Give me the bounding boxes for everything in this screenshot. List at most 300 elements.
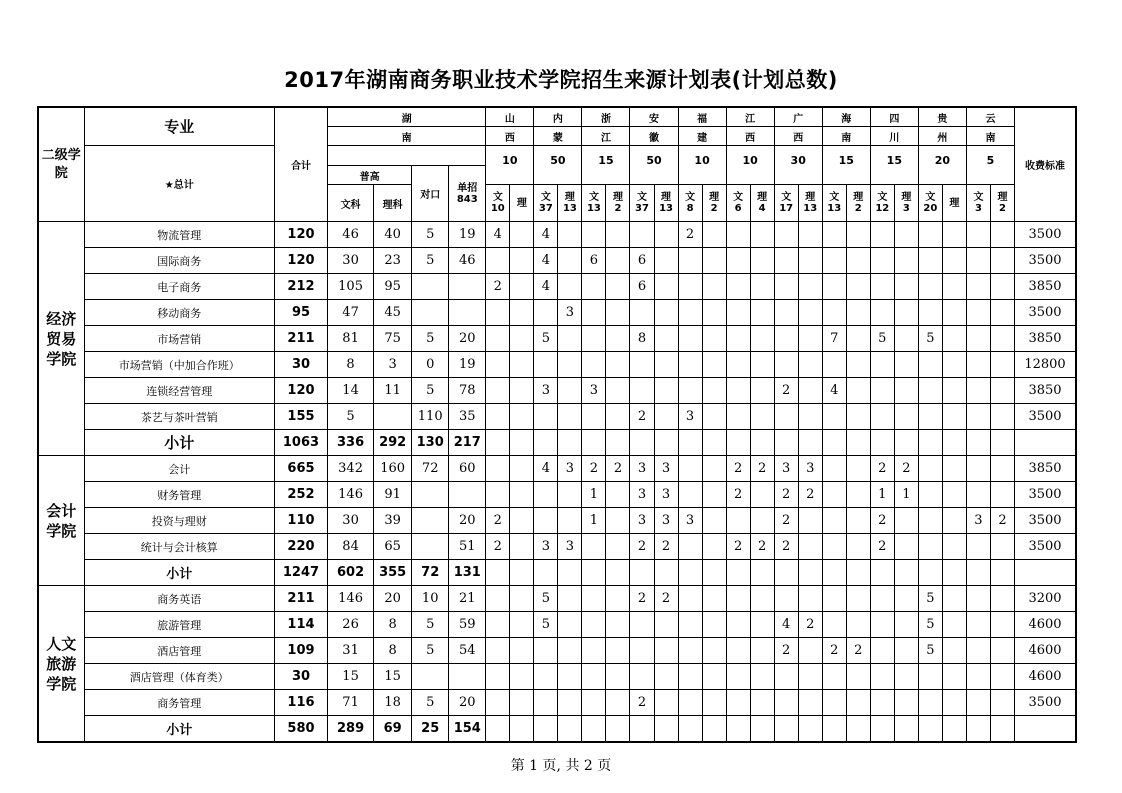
province-quota-cell: [582, 222, 606, 248]
province-quota-cell: [798, 508, 822, 534]
fee-standard: 3500: [1014, 534, 1076, 560]
fee-standard: [1014, 716, 1076, 743]
province-quota-cell: [894, 508, 918, 534]
hunan-like: 39: [374, 508, 412, 534]
header-province-bottom: 徽: [630, 127, 678, 146]
province-quota-cell: [582, 690, 606, 716]
header-subcol-count: 2: [614, 203, 622, 214]
header-subcol: [774, 185, 798, 222]
hunan-danzhao: [449, 482, 486, 508]
header-province-top: 内: [534, 107, 582, 127]
province-quota-cell: [870, 664, 894, 690]
major-name: 商务管理: [84, 690, 274, 716]
province-quota-cell: [990, 456, 1014, 482]
fee-standard: 4600: [1014, 638, 1076, 664]
header-province-quota: 15: [870, 146, 918, 185]
table-row: [38, 300, 1076, 326]
row-total: 120: [274, 248, 327, 274]
province-quota-cell: [774, 326, 798, 352]
province-quota-cell: 2: [630, 690, 654, 716]
province-quota-cell: [966, 586, 990, 612]
province-quota-cell: 2: [606, 456, 630, 482]
province-quota-cell: [726, 664, 750, 690]
hunan-wenke: 8: [328, 352, 374, 378]
row-total: 120: [274, 378, 327, 404]
hunan-wenke: 71: [328, 690, 374, 716]
province-quota-cell: [966, 690, 990, 716]
province-quota-cell: [966, 352, 990, 378]
province-quota-cell: [822, 508, 846, 534]
province-quota-cell: [822, 248, 846, 274]
province-quota-cell: [726, 430, 750, 456]
header-province-bottom: 川: [870, 127, 918, 146]
province-quota-cell: [678, 560, 702, 586]
hunan-duikou: 72: [412, 456, 449, 482]
province-quota-cell: [726, 612, 750, 638]
province-quota-cell: [534, 716, 558, 743]
subtotal-danzhao: 154: [449, 716, 486, 743]
fee-standard: 3500: [1014, 222, 1076, 248]
province-quota-cell: 4: [822, 378, 846, 404]
province-quota-cell: [798, 222, 822, 248]
province-quota-cell: [846, 274, 870, 300]
hunan-danzhao: 59: [449, 612, 486, 638]
province-quota-cell: [702, 638, 726, 664]
province-quota-cell: [582, 612, 606, 638]
province-quota-cell: [534, 404, 558, 430]
province-quota-cell: [510, 352, 534, 378]
province-quota-cell: [798, 716, 822, 743]
hunan-duikou: [412, 508, 449, 534]
header-province-quota: 5: [966, 146, 1014, 185]
province-quota-cell: [534, 560, 558, 586]
province-quota-cell: [702, 612, 726, 638]
fee-standard: 3500: [1014, 248, 1076, 274]
hunan-danzhao: 20: [449, 326, 486, 352]
province-quota-cell: [846, 560, 870, 586]
province-quota-cell: [822, 430, 846, 456]
province-quota-cell: 6: [630, 248, 654, 274]
province-quota-cell: [798, 430, 822, 456]
hunan-danzhao: [449, 664, 486, 690]
province-quota-cell: [774, 716, 798, 743]
header-subcol-type: 理: [709, 192, 720, 203]
major-name: 市场营销（中加合作班）: [84, 352, 274, 378]
province-quota-cell: [894, 352, 918, 378]
province-quota-cell: [654, 430, 678, 456]
major-name: 电子商务: [84, 274, 274, 300]
province-quota-cell: [486, 586, 510, 612]
province-quota-cell: [534, 352, 558, 378]
province-quota-cell: [510, 612, 534, 638]
province-quota-cell: [918, 430, 942, 456]
province-quota-cell: [822, 352, 846, 378]
major-name: 会计: [84, 456, 274, 482]
province-quota-cell: [822, 664, 846, 690]
header-subcol-type: 文: [877, 192, 888, 203]
header-subcol-type: 理: [564, 192, 575, 203]
province-quota-cell: [918, 690, 942, 716]
province-quota-cell: [558, 716, 582, 743]
header-subcol-type: 理: [901, 192, 912, 203]
province-quota-cell: [846, 612, 870, 638]
header-subcol-count: 3: [902, 203, 910, 214]
province-quota-cell: [678, 612, 702, 638]
province-quota-cell: [990, 560, 1014, 586]
province-quota-cell: 7: [822, 326, 846, 352]
header-subcol: [918, 185, 942, 222]
row-total: 116: [274, 690, 327, 716]
province-quota-cell: [630, 352, 654, 378]
province-quota-cell: [798, 586, 822, 612]
province-quota-cell: [726, 508, 750, 534]
header-province-quota: 10: [678, 146, 726, 185]
province-quota-cell: [774, 222, 798, 248]
province-quota-cell: 4: [774, 612, 798, 638]
province-quota-cell: 2: [630, 534, 654, 560]
province-quota-cell: [702, 508, 726, 534]
province-quota-cell: [846, 508, 870, 534]
province-quota-cell: [942, 560, 966, 586]
province-quota-cell: [750, 612, 774, 638]
province-quota-cell: 5: [534, 612, 558, 638]
province-quota-cell: [750, 378, 774, 404]
province-quota-cell: [510, 378, 534, 404]
province-quota-cell: [966, 326, 990, 352]
province-quota-cell: [654, 690, 678, 716]
table-row: [38, 456, 1076, 482]
header-province-top: 江: [726, 107, 774, 127]
province-quota-cell: [702, 430, 726, 456]
province-quota-cell: [870, 612, 894, 638]
header-subcol: [510, 185, 534, 222]
header-province-top: 云: [966, 107, 1014, 127]
province-quota-cell: 5: [918, 586, 942, 612]
province-quota-cell: [870, 222, 894, 248]
header-subcol: [966, 185, 990, 222]
province-quota-cell: [630, 716, 654, 743]
table-row: [38, 352, 1076, 378]
hunan-duikou: 5: [412, 378, 449, 404]
province-quota-cell: [486, 482, 510, 508]
province-quota-cell: [990, 534, 1014, 560]
province-quota-cell: 1: [582, 508, 606, 534]
major-name: 酒店管理: [84, 638, 274, 664]
hunan-duikou: 5: [412, 612, 449, 638]
province-quota-cell: [990, 716, 1014, 743]
province-quota-cell: [630, 664, 654, 690]
province-quota-cell: [846, 248, 870, 274]
hunan-danzhao: 46: [449, 248, 486, 274]
province-quota-cell: [534, 482, 558, 508]
province-quota-cell: [702, 586, 726, 612]
province-quota-cell: [798, 560, 822, 586]
province-quota-cell: 2: [774, 534, 798, 560]
province-quota-cell: [582, 586, 606, 612]
header-fee: 收费标准: [1014, 107, 1076, 222]
header-province-bottom: 南: [966, 127, 1014, 146]
province-quota-cell: [798, 326, 822, 352]
province-quota-cell: [606, 430, 630, 456]
header-subcol-count: 6: [734, 203, 742, 214]
province-quota-cell: [870, 560, 894, 586]
hunan-duikou: 5: [412, 326, 449, 352]
major-name: 茶艺与茶叶营销: [84, 404, 274, 430]
province-quota-cell: [966, 612, 990, 638]
province-quota-cell: [510, 586, 534, 612]
header-province-top: 海: [822, 107, 870, 127]
province-quota-cell: [558, 352, 582, 378]
province-quota-cell: [510, 716, 534, 743]
province-quota-cell: [774, 586, 798, 612]
province-quota-cell: [510, 274, 534, 300]
province-quota-cell: [846, 664, 870, 690]
province-quota-cell: [846, 456, 870, 482]
header-province-top: 贵: [918, 107, 966, 127]
province-quota-cell: [942, 534, 966, 560]
row-total: 30: [274, 664, 327, 690]
table-row: [38, 534, 1076, 560]
province-quota-cell: [942, 664, 966, 690]
province-quota-cell: [870, 248, 894, 274]
header-subcol-type: 文: [973, 192, 984, 203]
province-quota-cell: 2: [894, 456, 918, 482]
row-total: 212: [274, 274, 327, 300]
province-quota-cell: [678, 274, 702, 300]
province-quota-cell: [966, 716, 990, 743]
province-quota-cell: [606, 274, 630, 300]
province-quota-cell: [894, 430, 918, 456]
major-name: 商务英语: [84, 586, 274, 612]
province-quota-cell: [486, 378, 510, 404]
province-quota-cell: 6: [630, 274, 654, 300]
header-subcol: [702, 185, 726, 222]
province-quota-cell: 4: [534, 456, 558, 482]
hunan-duikou: 5: [412, 222, 449, 248]
table-body: [38, 222, 1076, 743]
header-subcol-count: 20: [923, 203, 938, 214]
subtotal-danzhao: 131: [449, 560, 486, 586]
major-name: 酒店管理（体育类）: [84, 664, 274, 690]
province-quota-cell: [870, 378, 894, 404]
province-quota-cell: [798, 690, 822, 716]
province-quota-cell: [822, 534, 846, 560]
header-subcol-type: 理: [853, 192, 864, 203]
province-quota-cell: [750, 508, 774, 534]
province-quota-cell: [678, 430, 702, 456]
header-province-top: 福: [678, 107, 726, 127]
hunan-duikou: [412, 482, 449, 508]
table-row: [38, 404, 1076, 430]
header-province-bottom: 西: [774, 127, 822, 146]
province-quota-cell: [918, 534, 942, 560]
row-total: 220: [274, 534, 327, 560]
header-duikou: 对口: [412, 166, 449, 222]
header-subcol-type: 文: [492, 192, 503, 203]
header-danzhao-num: 843: [456, 193, 478, 205]
province-quota-cell: 2: [630, 404, 654, 430]
province-quota-cell: 2: [846, 638, 870, 664]
province-quota-cell: 2: [678, 222, 702, 248]
province-quota-cell: 2: [774, 378, 798, 404]
province-quota-cell: [582, 534, 606, 560]
province-quota-cell: [486, 690, 510, 716]
province-quota-cell: [558, 222, 582, 248]
province-quota-cell: [966, 456, 990, 482]
province-quota-cell: [942, 690, 966, 716]
province-quota-cell: [606, 404, 630, 430]
header-province-quota: 30: [774, 146, 822, 185]
province-quota-cell: [630, 300, 654, 326]
fee-standard: 3500: [1014, 482, 1076, 508]
province-quota-cell: [678, 456, 702, 482]
header-province-top: 山: [486, 107, 534, 127]
header-danzhao-label: 单招: [457, 182, 478, 194]
province-quota-cell: [678, 300, 702, 326]
province-quota-cell: [822, 404, 846, 430]
hunan-wenke: 342: [328, 456, 374, 482]
province-quota-cell: [894, 248, 918, 274]
province-quota-cell: [774, 560, 798, 586]
province-quota-cell: [702, 716, 726, 743]
header-subcol: [606, 185, 630, 222]
header-subcol-count: 13: [803, 203, 818, 214]
province-quota-cell: [822, 274, 846, 300]
header-subcol-type: 理: [516, 197, 527, 209]
province-quota-cell: [990, 326, 1014, 352]
header-subcol-count: 2: [710, 203, 718, 214]
header-subcol: [942, 185, 966, 222]
province-quota-cell: [774, 274, 798, 300]
header-subcol-type: 文: [925, 192, 936, 203]
province-quota-cell: [510, 248, 534, 274]
province-quota-cell: 3: [582, 378, 606, 404]
province-quota-cell: [486, 300, 510, 326]
province-quota-cell: 1: [582, 482, 606, 508]
row-total: 110: [274, 508, 327, 534]
province-quota-cell: [846, 690, 870, 716]
hunan-danzhao: [449, 300, 486, 326]
table-row: [38, 482, 1076, 508]
header-subcol-count: 2: [998, 203, 1006, 214]
hunan-like: 95: [374, 274, 412, 300]
province-quota-cell: [750, 274, 774, 300]
province-quota-cell: [822, 586, 846, 612]
province-quota-cell: [630, 612, 654, 638]
province-quota-cell: [942, 482, 966, 508]
hunan-danzhao: 60: [449, 456, 486, 482]
header-subcol: [822, 185, 846, 222]
province-quota-cell: [558, 560, 582, 586]
province-quota-cell: [798, 300, 822, 326]
province-quota-cell: [606, 326, 630, 352]
province-quota-cell: [678, 352, 702, 378]
province-quota-cell: [558, 326, 582, 352]
major-name: 物流管理: [84, 222, 274, 248]
header-subcol-type: 文: [781, 192, 792, 203]
province-quota-cell: [606, 378, 630, 404]
major-name: 国际商务: [84, 248, 274, 274]
province-quota-cell: [966, 534, 990, 560]
province-quota-cell: [702, 534, 726, 560]
province-quota-cell: [558, 612, 582, 638]
hunan-duikou: 5: [412, 638, 449, 664]
province-quota-cell: [582, 560, 606, 586]
hunan-duikou: 10: [412, 586, 449, 612]
province-quota-cell: [558, 664, 582, 690]
province-quota-cell: 2: [774, 482, 798, 508]
province-quota-cell: [510, 638, 534, 664]
province-quota-cell: [990, 274, 1014, 300]
province-quota-cell: [510, 560, 534, 586]
province-quota-cell: 2: [870, 508, 894, 534]
province-quota-cell: [894, 378, 918, 404]
province-quota-cell: [702, 664, 726, 690]
province-quota-cell: [702, 352, 726, 378]
province-quota-cell: [942, 430, 966, 456]
province-quota-cell: [750, 586, 774, 612]
province-quota-cell: 3: [558, 534, 582, 560]
subtotal-duikou: 72: [412, 560, 449, 586]
hunan-wenke: 47: [328, 300, 374, 326]
province-quota-cell: [534, 508, 558, 534]
province-quota-cell: [894, 690, 918, 716]
province-quota-cell: [798, 404, 822, 430]
province-quota-cell: [846, 482, 870, 508]
province-quota-cell: [558, 248, 582, 274]
table-row: [38, 508, 1076, 534]
header-province-quota: 15: [822, 146, 870, 185]
province-quota-cell: [726, 352, 750, 378]
province-quota-cell: [750, 560, 774, 586]
province-quota-cell: [846, 430, 870, 456]
province-quota-cell: [630, 638, 654, 664]
province-quota-cell: [894, 664, 918, 690]
province-quota-cell: [702, 300, 726, 326]
hunan-duikou: [412, 664, 449, 690]
header-province-quota: [328, 146, 486, 166]
hunan-wenke: 46: [328, 222, 374, 248]
row-total: 211: [274, 586, 327, 612]
header-subcol-count: 17: [779, 203, 794, 214]
province-quota-cell: [582, 716, 606, 743]
hunan-duikou: [412, 534, 449, 560]
province-quota-cell: [894, 222, 918, 248]
province-quota-cell: [510, 456, 534, 482]
province-quota-cell: 4: [534, 222, 558, 248]
college-name: 经济贸易学院: [38, 222, 84, 456]
province-quota-cell: [582, 274, 606, 300]
province-quota-cell: [870, 586, 894, 612]
province-quota-cell: [942, 456, 966, 482]
province-quota-cell: [846, 352, 870, 378]
province-quota-cell: [966, 274, 990, 300]
province-quota-cell: [726, 638, 750, 664]
province-quota-cell: [486, 560, 510, 586]
header-province-top: 四: [870, 107, 918, 127]
province-quota-cell: 8: [630, 326, 654, 352]
province-quota-cell: [798, 638, 822, 664]
header-subcol-type: 文: [540, 192, 551, 203]
hunan-wenke: 14: [328, 378, 374, 404]
province-quota-cell: [726, 378, 750, 404]
province-quota-cell: [606, 664, 630, 690]
header-subcol: [726, 185, 750, 222]
subtotal-row: [38, 560, 1076, 586]
fee-standard: 3850: [1014, 456, 1076, 482]
header-province-top: 安: [630, 107, 678, 127]
province-quota-cell: [966, 482, 990, 508]
